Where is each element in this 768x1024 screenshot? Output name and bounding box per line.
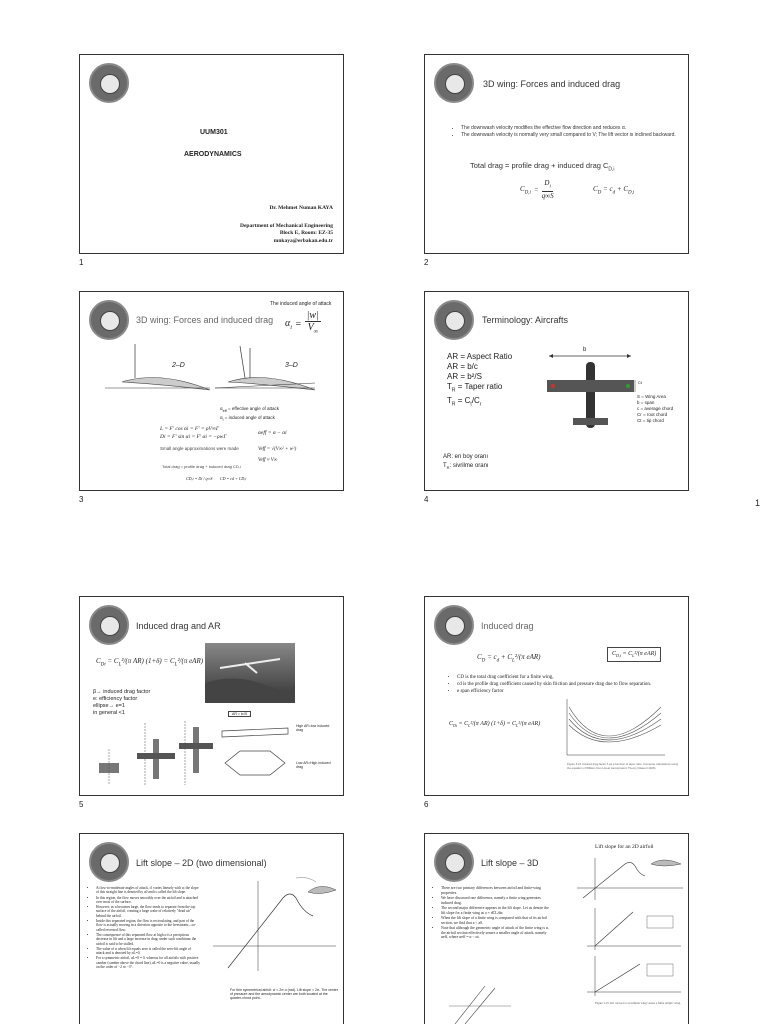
corner-note: The induced angle of attack bbox=[270, 301, 332, 307]
legend-line: S = Wing Area bbox=[637, 394, 666, 399]
airfoil-diagram bbox=[100, 338, 335, 402]
legend-text: = effective angle of attack bbox=[227, 406, 280, 411]
bullet: • e span efficiency factor bbox=[457, 689, 677, 695]
slide-number: 6 bbox=[424, 800, 429, 809]
glider-photo bbox=[205, 643, 295, 703]
slide-number: 3 bbox=[79, 495, 84, 504]
span-label: b bbox=[583, 347, 587, 353]
bullet: • At low-to-moderate angles of attack, cl varies linearly with α; the slope of this straight line is denoted by a0 and is called the lift slope. bbox=[96, 886, 200, 895]
bullet: • Inside this separated region, the flow is recirculating, and part of the flow is actually moving in a direction opposite to the freestream—so-called reversed flow. bbox=[96, 919, 200, 932]
cdi-small: CD,i = Di / q∞S bbox=[186, 476, 213, 481]
subscript: R bbox=[451, 387, 456, 394]
factor-notes bbox=[93, 689, 150, 717]
eq-symbol: α bbox=[285, 317, 291, 329]
university-seal-icon bbox=[89, 300, 129, 340]
taper-ratio-curve bbox=[563, 697, 668, 759]
note-text: : sivrilme oranı bbox=[449, 463, 489, 469]
legend-line: c = average chord bbox=[637, 406, 674, 411]
taper-ratio-line bbox=[447, 382, 512, 396]
bullet-list bbox=[449, 675, 677, 696]
legend-induced: $\alpha_i$ = induced angle of attack bbox=[220, 415, 275, 422]
bullet: • When the lift slope of a finite wing is compared with that of its airfoil section, we find that a < a0. bbox=[441, 916, 553, 925]
bullet: • The consequence of this separated flow at high α is a precipitous decrease in lift and a large increase in drag; under such conditions the airfoil is said to be stalled. bbox=[96, 933, 200, 946]
slide-title: Induced drag and AR bbox=[136, 621, 221, 631]
lift-slope-2d-small-chart bbox=[575, 856, 685, 902]
university-seal-icon bbox=[434, 63, 474, 103]
induced-angle-equation: $\alpha_i$ = $\frac{|w|}{V_\infty}$ bbox=[285, 310, 319, 335]
page-number: 1 bbox=[755, 498, 761, 508]
eq-numerator: |w| bbox=[306, 310, 319, 321]
slide-6 bbox=[424, 596, 689, 796]
university-seal-icon bbox=[434, 842, 474, 882]
legend-line: Cr = root chord bbox=[637, 412, 668, 417]
symbol: T bbox=[447, 382, 452, 391]
eq-symbol: C bbox=[593, 185, 598, 193]
cdi-boxed-equation: $C_{D,i} = C_L^2/(\pi$ eAR) bbox=[607, 647, 661, 662]
cdi-equation: $C_{D,i}$ = $\frac{D_i}{q\infty S}$ bbox=[520, 179, 554, 201]
slide-title: 3D wing: Forces and induced drag bbox=[136, 315, 274, 325]
note-line: in general <1 bbox=[93, 710, 125, 716]
slide-3 bbox=[79, 291, 344, 491]
turkish-note-ar: AR: en boy oranı bbox=[443, 454, 489, 460]
definition-line: AR = Aspect Ratio bbox=[447, 352, 513, 361]
lift-curves-finite-wing bbox=[585, 906, 683, 998]
definitions bbox=[447, 352, 512, 409]
wing-shapes bbox=[220, 719, 290, 785]
bullet: • For a symmetric airfoil, αL=0 = 0, whereas for all airfoils with positive camber (camber above the chord line), αL=0 is a negative value, usually on the order of −2 or −3°. bbox=[96, 956, 200, 969]
bullet: • There are two primary differences between airfoil and finite-wing properties. bbox=[441, 886, 553, 895]
aircraft-legend bbox=[637, 394, 673, 424]
equation-text: Total drag = profile drag + induced drag C bbox=[470, 161, 609, 170]
course-subject: AERODYNAMICS bbox=[184, 151, 242, 158]
slide-number: 2 bbox=[424, 258, 429, 267]
bullet-list bbox=[453, 125, 681, 139]
bullet: • The value of α when lift equals zero is called the zero-lift angle of attack and is denoted by αL=0. bbox=[96, 947, 200, 956]
cd-small: CD = cd + CD,i bbox=[220, 476, 247, 481]
symbol: T bbox=[447, 395, 452, 405]
slide-number: 5 bbox=[79, 800, 84, 809]
definition: = Taper ratio bbox=[457, 382, 503, 391]
figure-caption: Figure 5.25 Lift curves for an infinite wing versus a finite elliptic wing. bbox=[595, 1001, 681, 1005]
author-name: Dr. Mehmet Numan KAYA bbox=[269, 205, 333, 211]
slide-2 bbox=[424, 54, 689, 254]
slide-title: Lift slope – 2D (two dimensional) bbox=[136, 858, 267, 868]
turkish-note-tr: $T_R$: sivrilme oranı bbox=[443, 463, 489, 471]
university-seal-icon bbox=[89, 842, 129, 882]
total-drag-small: Total drag = profile drag + induced drag CD,i bbox=[162, 464, 241, 469]
eq-denominator: q∞S bbox=[541, 192, 554, 201]
ar-label: AR = b²/S bbox=[228, 711, 251, 717]
cd-total-equation: $C_D = c_d + C_L^2/(\pi$ eAR) bbox=[477, 653, 541, 664]
cd-equation: $C_D = c_d + C_{D,i}$ bbox=[593, 185, 635, 196]
legend-text: = induced angle of attack bbox=[224, 415, 275, 420]
tip-chord-label: Ct bbox=[638, 380, 642, 385]
slide-8 bbox=[424, 833, 689, 1024]
label-3d: 3–D bbox=[285, 362, 298, 369]
formula: = C bbox=[457, 395, 471, 405]
bullet: • We have discussed one difference, namely a finite wing generates induced drag. bbox=[441, 896, 553, 905]
lift-equation: L = F' cos αi = F' = ρV∞Γ bbox=[160, 426, 219, 432]
bullet: • The downwash velocity modifies the effective flow direction and reduces α. bbox=[461, 125, 681, 131]
definition-line: AR = b²/S bbox=[447, 372, 482, 381]
low-ar-note: Low AR=High induced drag bbox=[296, 761, 331, 769]
course-code: UUM301 bbox=[200, 129, 228, 136]
total-drag-equation bbox=[470, 161, 615, 173]
legend-line: b = span bbox=[637, 400, 655, 405]
eq-rhs: = c bbox=[603, 185, 613, 193]
note-line: β→ induced drag factor bbox=[93, 689, 151, 695]
slide-5 bbox=[79, 596, 344, 796]
room: Block E, Room: EZ-35 bbox=[279, 230, 333, 236]
university-seal-icon bbox=[89, 605, 129, 645]
note-line: ellipse→ e=1 bbox=[93, 703, 125, 709]
slide-title: Lift slope – 3D bbox=[481, 858, 539, 868]
slide-4 bbox=[424, 291, 689, 491]
bullet: • Note that although the geometric angle of attack of the finite wing is α, the airfoil section effectively senses a smaller angle of attack, namely αeff, where αeff = α − αi. bbox=[441, 926, 553, 940]
legend-effective: $\alpha_{eff}$ = effective angle of attack bbox=[220, 406, 280, 413]
bullet: • However, as α becomes large, the flow tends to separate from the top surface of the airfoil, creating a large wake of relatively "dead air" behind the airfoil. bbox=[96, 905, 200, 918]
cdi-delta-equation: $C_{Di} = C_L^2/(\pi$ AR) $(1+\delta) = C_L^2/(\pi$ eAR) bbox=[449, 721, 541, 729]
drag-equation: Di = F' sin αi = F' αi = −ρwΓ bbox=[160, 434, 227, 440]
bullet: • CD is the total drag coefficient for a finite wing, bbox=[457, 675, 677, 681]
university-seal-icon bbox=[434, 605, 474, 645]
small-angle-note: Small angle approximations were made bbox=[160, 446, 239, 451]
eq-denominator: V bbox=[307, 322, 314, 333]
slide-number: 1 bbox=[79, 258, 84, 267]
bullet: • In this region, the flow moves smoothly over the airfoil and is attached over most of the surface. bbox=[96, 896, 200, 905]
eq-numerator: D bbox=[544, 179, 550, 187]
slide-title: Terminology: Aircrafts bbox=[482, 315, 569, 325]
thin-airfoil-note: For thin symmetrical airfoil: cl = 2π α (rad). Lift slope = 2π. The center of pressure and the aerodynamic center are both located at the quarter-chord point. bbox=[230, 988, 339, 1001]
slide-7 bbox=[79, 833, 344, 1024]
bullet: • The second major difference appears in the lift slope. Let us denote the lift slope for a finite wing as a ≡ dCL/dα. bbox=[441, 906, 553, 915]
legend-line: Ct = tip chord bbox=[637, 418, 664, 423]
taper-formula-line: $T_R = C_t/C_r$ bbox=[447, 395, 482, 408]
high-ar-note: High AR=low induced drag bbox=[296, 724, 330, 732]
equation-subscript: D,i bbox=[608, 166, 615, 173]
label-2d: 2–D bbox=[172, 362, 185, 369]
aircraft-diagram bbox=[543, 350, 638, 445]
aeff-equation: αeff = α − αi bbox=[258, 430, 287, 436]
corner-note: Lift slope for an 2D airfoil bbox=[595, 844, 654, 850]
wing-planform-diagrams bbox=[95, 719, 220, 787]
slide-title: Induced drag bbox=[481, 621, 534, 631]
cdi-ar-equation: $C_{Di} = C_L^2/(\pi$ AR) $(1+\delta) = C_L^2/(\pi$ eAR) bbox=[96, 657, 204, 668]
wing-sketch bbox=[445, 984, 515, 1024]
lift-slope-2d-chart bbox=[208, 876, 340, 976]
figure-caption: Figure 5.21 Induced drag factor δ as a function of taper ratio. Computer calculations using the equation of William from Linear Aerodynamic Theory (Glauert 1926). bbox=[567, 762, 679, 770]
definition-line: AR = b/c bbox=[447, 362, 478, 371]
bullet: • The downwash velocity is normally very small compared to V; The lift vector is inclined backward. bbox=[461, 132, 681, 138]
bullet-list bbox=[88, 886, 200, 970]
eq-subscript: i bbox=[549, 184, 551, 190]
eq-rhs: + C bbox=[616, 185, 629, 193]
university-seal-icon bbox=[89, 63, 129, 103]
slide-title: 3D wing: Forces and induced drag bbox=[483, 79, 621, 89]
symbol: T bbox=[443, 463, 447, 469]
eq-symbol: C bbox=[520, 185, 525, 193]
veff-approx: Veff ≈ V∞ bbox=[258, 458, 278, 463]
note-line: e: efficiency factor bbox=[93, 696, 138, 702]
eq-subscript: D,i bbox=[524, 190, 531, 196]
department: Department of Mechanical Engineering bbox=[239, 223, 333, 229]
bullet-list bbox=[433, 886, 553, 941]
university-seal-icon bbox=[434, 300, 474, 340]
slide-number: 4 bbox=[424, 495, 429, 504]
email: mnkaya@erbakan.edu.tr bbox=[273, 238, 333, 244]
veff-equation: Veff = √(V∞² + w²) bbox=[258, 447, 297, 452]
bullet: • cd is the profile drag coefficient caused by skin friction and pressure drag due to flow separation. bbox=[457, 682, 677, 688]
slide-1 bbox=[79, 54, 344, 254]
